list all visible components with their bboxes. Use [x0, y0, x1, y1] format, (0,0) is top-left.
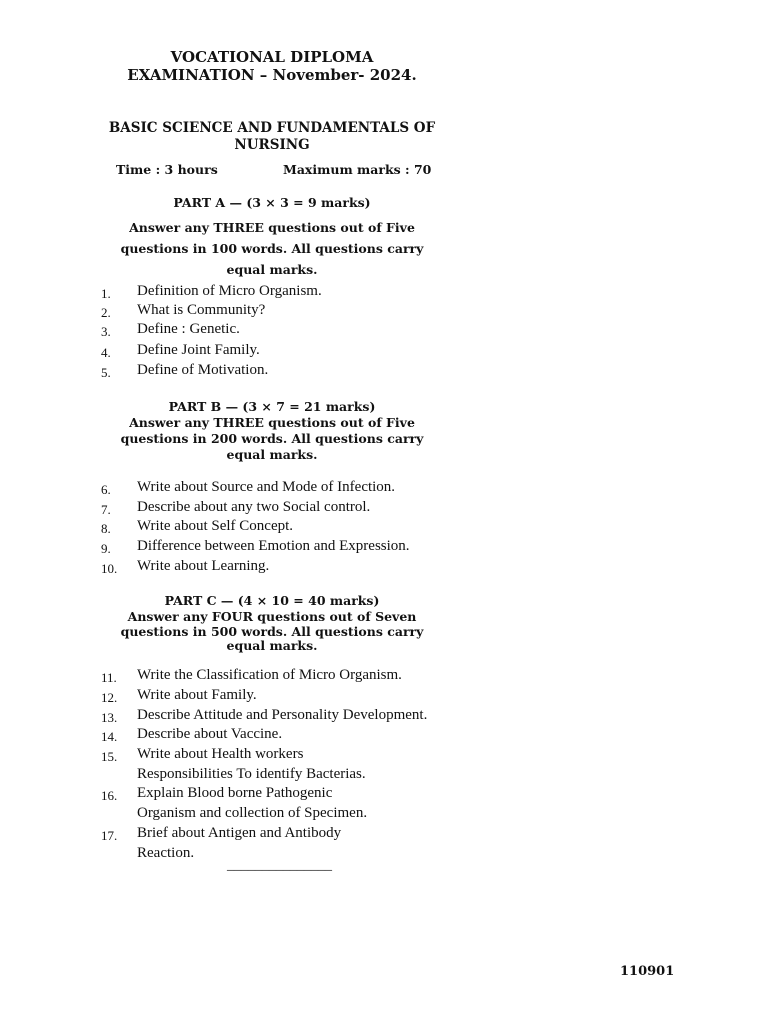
- question-text: Describe about any two Social control.: [137, 499, 371, 515]
- part-c-title: PART C — (4 × 10 = 40 marks): [164, 593, 380, 608]
- part-b-title: PART B — (3 × 7 = 21 marks): [168, 399, 376, 414]
- question-text: Write about Self Concept.: [137, 518, 294, 534]
- part-a-title: PART A — (3 × 3 = 9 marks): [173, 195, 371, 210]
- question-number: 4.: [101, 345, 111, 360]
- part-c-instruction-3: equal marks.: [226, 638, 318, 653]
- part-b-instruction-2: questions in 200 words. All questions carry: [120, 431, 424, 446]
- question-text: Define Joint Family.: [137, 342, 260, 358]
- part-c-instruction-2: questions in 500 words. All questions carry: [120, 624, 424, 639]
- subject-line1: BASIC SCIENCE AND FUNDAMENTALS OF: [108, 120, 436, 136]
- question-text-continued: Organism and collection of Specimen.: [137, 805, 368, 821]
- question-text: Write about Source and Mode of Infection.: [137, 479, 396, 495]
- question-text: Describe about Vaccine.: [137, 726, 283, 742]
- question-text: Define : Genetic.: [137, 321, 240, 337]
- question-text: What is Community?: [137, 302, 266, 318]
- part-b-instruction-1: Answer any THREE questions out of Five: [129, 415, 415, 430]
- part-b-instruction-3: equal marks.: [226, 447, 318, 462]
- question-text: Describe Attitude and Personality Development.: [137, 707, 428, 723]
- question-text: Write about Family.: [137, 687, 257, 703]
- part-a-instruction-2: questions in 100 words. All questions carry: [120, 241, 424, 256]
- question-number: 13.: [101, 710, 118, 725]
- question-number: 8.: [101, 521, 111, 536]
- time-label: Time : 3 hours: [116, 162, 218, 177]
- question-text-continued: Reaction.: [137, 845, 195, 861]
- question-number: 11.: [101, 670, 117, 685]
- question-number: 10.: [101, 561, 118, 576]
- question-text: Define of Motivation.: [137, 362, 269, 378]
- part-c-instruction-1: Answer any FOUR questions out of Seven: [127, 609, 417, 624]
- exam-title-line2: EXAMINATION – November- 2024.: [127, 66, 417, 84]
- question-number: 5.: [101, 365, 111, 380]
- question-text: Write the Classification of Micro Organism.: [137, 667, 402, 683]
- question-number: 3.: [101, 324, 111, 339]
- question-number: 16.: [101, 788, 118, 803]
- question-text: Difference between Emotion and Expression.: [137, 538, 410, 554]
- exam-title-line1: VOCATIONAL DIPLOMA: [170, 48, 374, 66]
- question-text: Write about Learning.: [137, 558, 270, 574]
- question-text: Brief about Antigen and Antibody: [137, 825, 342, 841]
- paper-code: 110901: [620, 964, 675, 979]
- part-a-instruction-1: Answer any THREE questions out of Five: [129, 220, 415, 235]
- question-number: 1.: [101, 286, 111, 301]
- question-number: 2.: [101, 305, 111, 320]
- question-number: 6.: [101, 482, 111, 497]
- end-line: _______________: [227, 858, 332, 873]
- question-text-continued: Responsibilities To identify Bacterias.: [137, 766, 366, 782]
- question-number: 15.: [101, 749, 118, 764]
- question-text: Write about Health workers: [137, 746, 304, 762]
- question-number: 17.: [101, 828, 118, 843]
- question-number: 9.: [101, 541, 111, 556]
- max-marks-label: Maximum marks : 70: [283, 162, 432, 177]
- question-number: 7.: [101, 502, 111, 517]
- question-text: Explain Blood borne Pathogenic: [137, 785, 333, 801]
- question-number: 12.: [101, 690, 118, 705]
- part-a-instruction-3: equal marks.: [226, 262, 318, 277]
- subject-line2: NURSING: [234, 137, 310, 153]
- question-number: 14.: [101, 729, 118, 744]
- question-text: Definition of Micro Organism.: [137, 283, 322, 299]
